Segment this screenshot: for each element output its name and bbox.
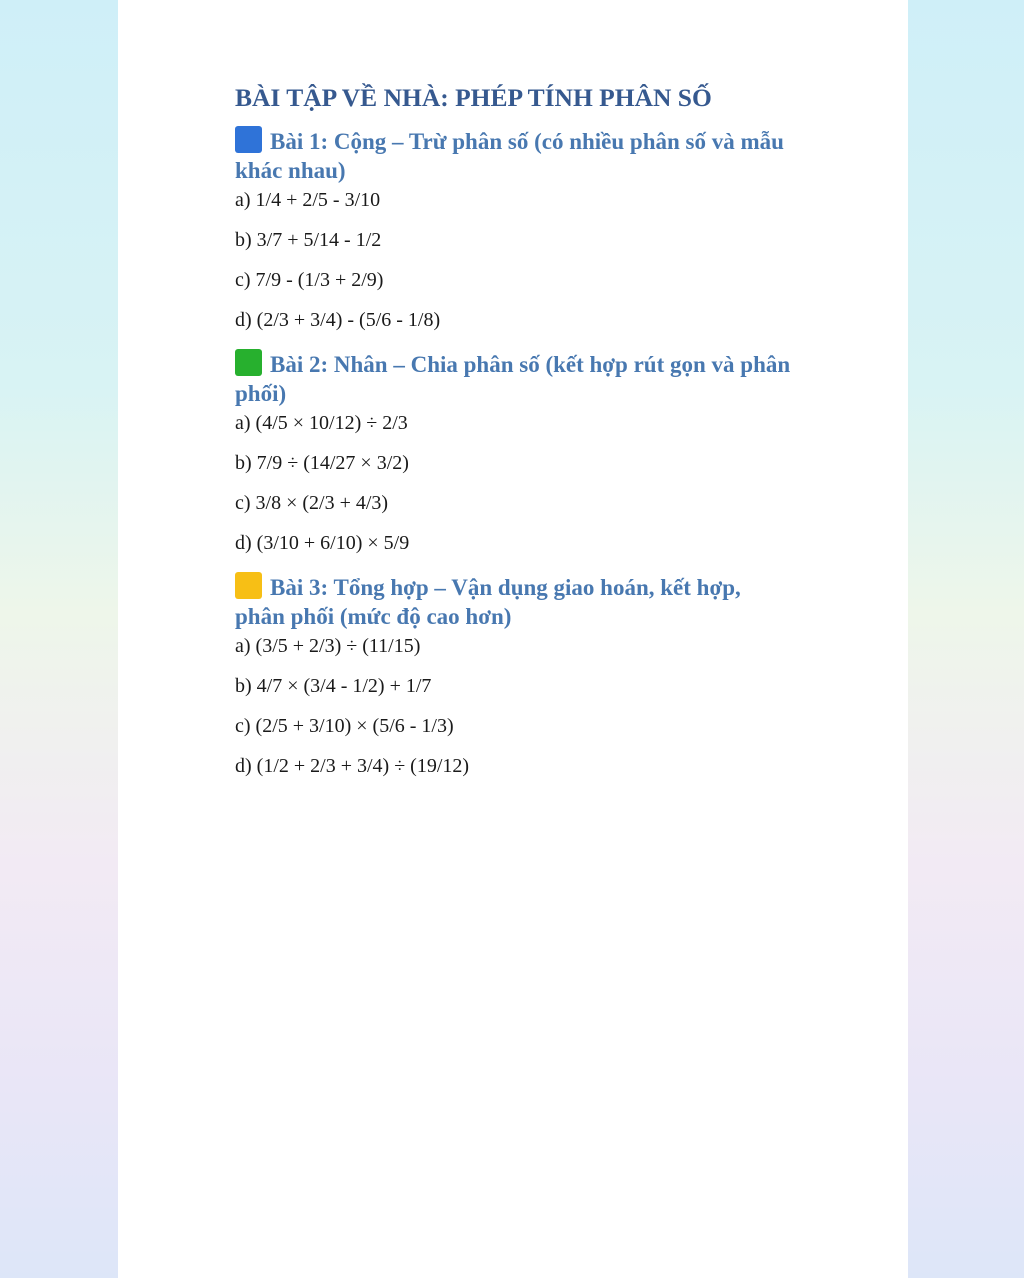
- yellow-square-icon: [235, 572, 262, 599]
- section-heading-text: Bài 1: Cộng – Trừ phân số (có nhiều phân số và mẫu khác nhau): [235, 129, 784, 183]
- section-heading-text: Bài 2: Nhân – Chia phân số (kết hợp rút gọn và phân phối): [235, 352, 791, 406]
- exercise-item: a) 1/4 + 2/5 - 3/10: [235, 189, 381, 211]
- section-1: [235, 126, 795, 339]
- exercise-item: a) (3/5 + 2/3) ÷ (11/15): [235, 635, 421, 657]
- exercise-list: [235, 631, 795, 785]
- exercise-item: c) (2/5 + 3/10) × (5/6 - 1/3): [235, 715, 454, 737]
- section-heading: [235, 126, 795, 185]
- exercise-item: a) (4/5 × 10/12) ÷ 2/3: [235, 412, 408, 434]
- exercise-item: c) 3/8 × (2/3 + 4/3): [235, 492, 389, 514]
- document-content: [235, 80, 795, 785]
- section-heading: [235, 572, 795, 631]
- exercise-item: b) 4/7 × (3/4 - 1/2) + 1/7: [235, 675, 432, 697]
- green-square-icon: [235, 349, 262, 376]
- section-heading-text: Bài 3: Tổng hợp – Vận dụng giao hoán, kết hợp, phân phối (mức độ cao hơn): [235, 575, 741, 629]
- document-title: BÀI TẬP VỀ NHÀ: PHÉP TÍNH PHÂN SỐ: [235, 83, 712, 112]
- section-3: [235, 572, 795, 785]
- exercise-item: b) 7/9 ÷ (14/27 × 3/2): [235, 452, 409, 474]
- section-2: [235, 349, 795, 562]
- exercise-item: b) 3/7 + 5/14 - 1/2: [235, 229, 382, 251]
- document-page: [118, 0, 908, 1278]
- exercise-item: d) (2/3 + 3/4) - (5/6 - 1/8): [235, 309, 441, 331]
- blue-square-icon: [235, 126, 262, 153]
- exercise-item: d) (3/10 + 6/10) × 5/9: [235, 532, 410, 554]
- exercise-item: c) 7/9 - (1/3 + 2/9): [235, 269, 384, 291]
- section-heading: [235, 349, 795, 408]
- exercise-item: d) (1/2 + 2/3 + 3/4) ÷ (19/12): [235, 755, 470, 777]
- exercise-list: [235, 185, 795, 339]
- exercise-list: [235, 408, 795, 562]
